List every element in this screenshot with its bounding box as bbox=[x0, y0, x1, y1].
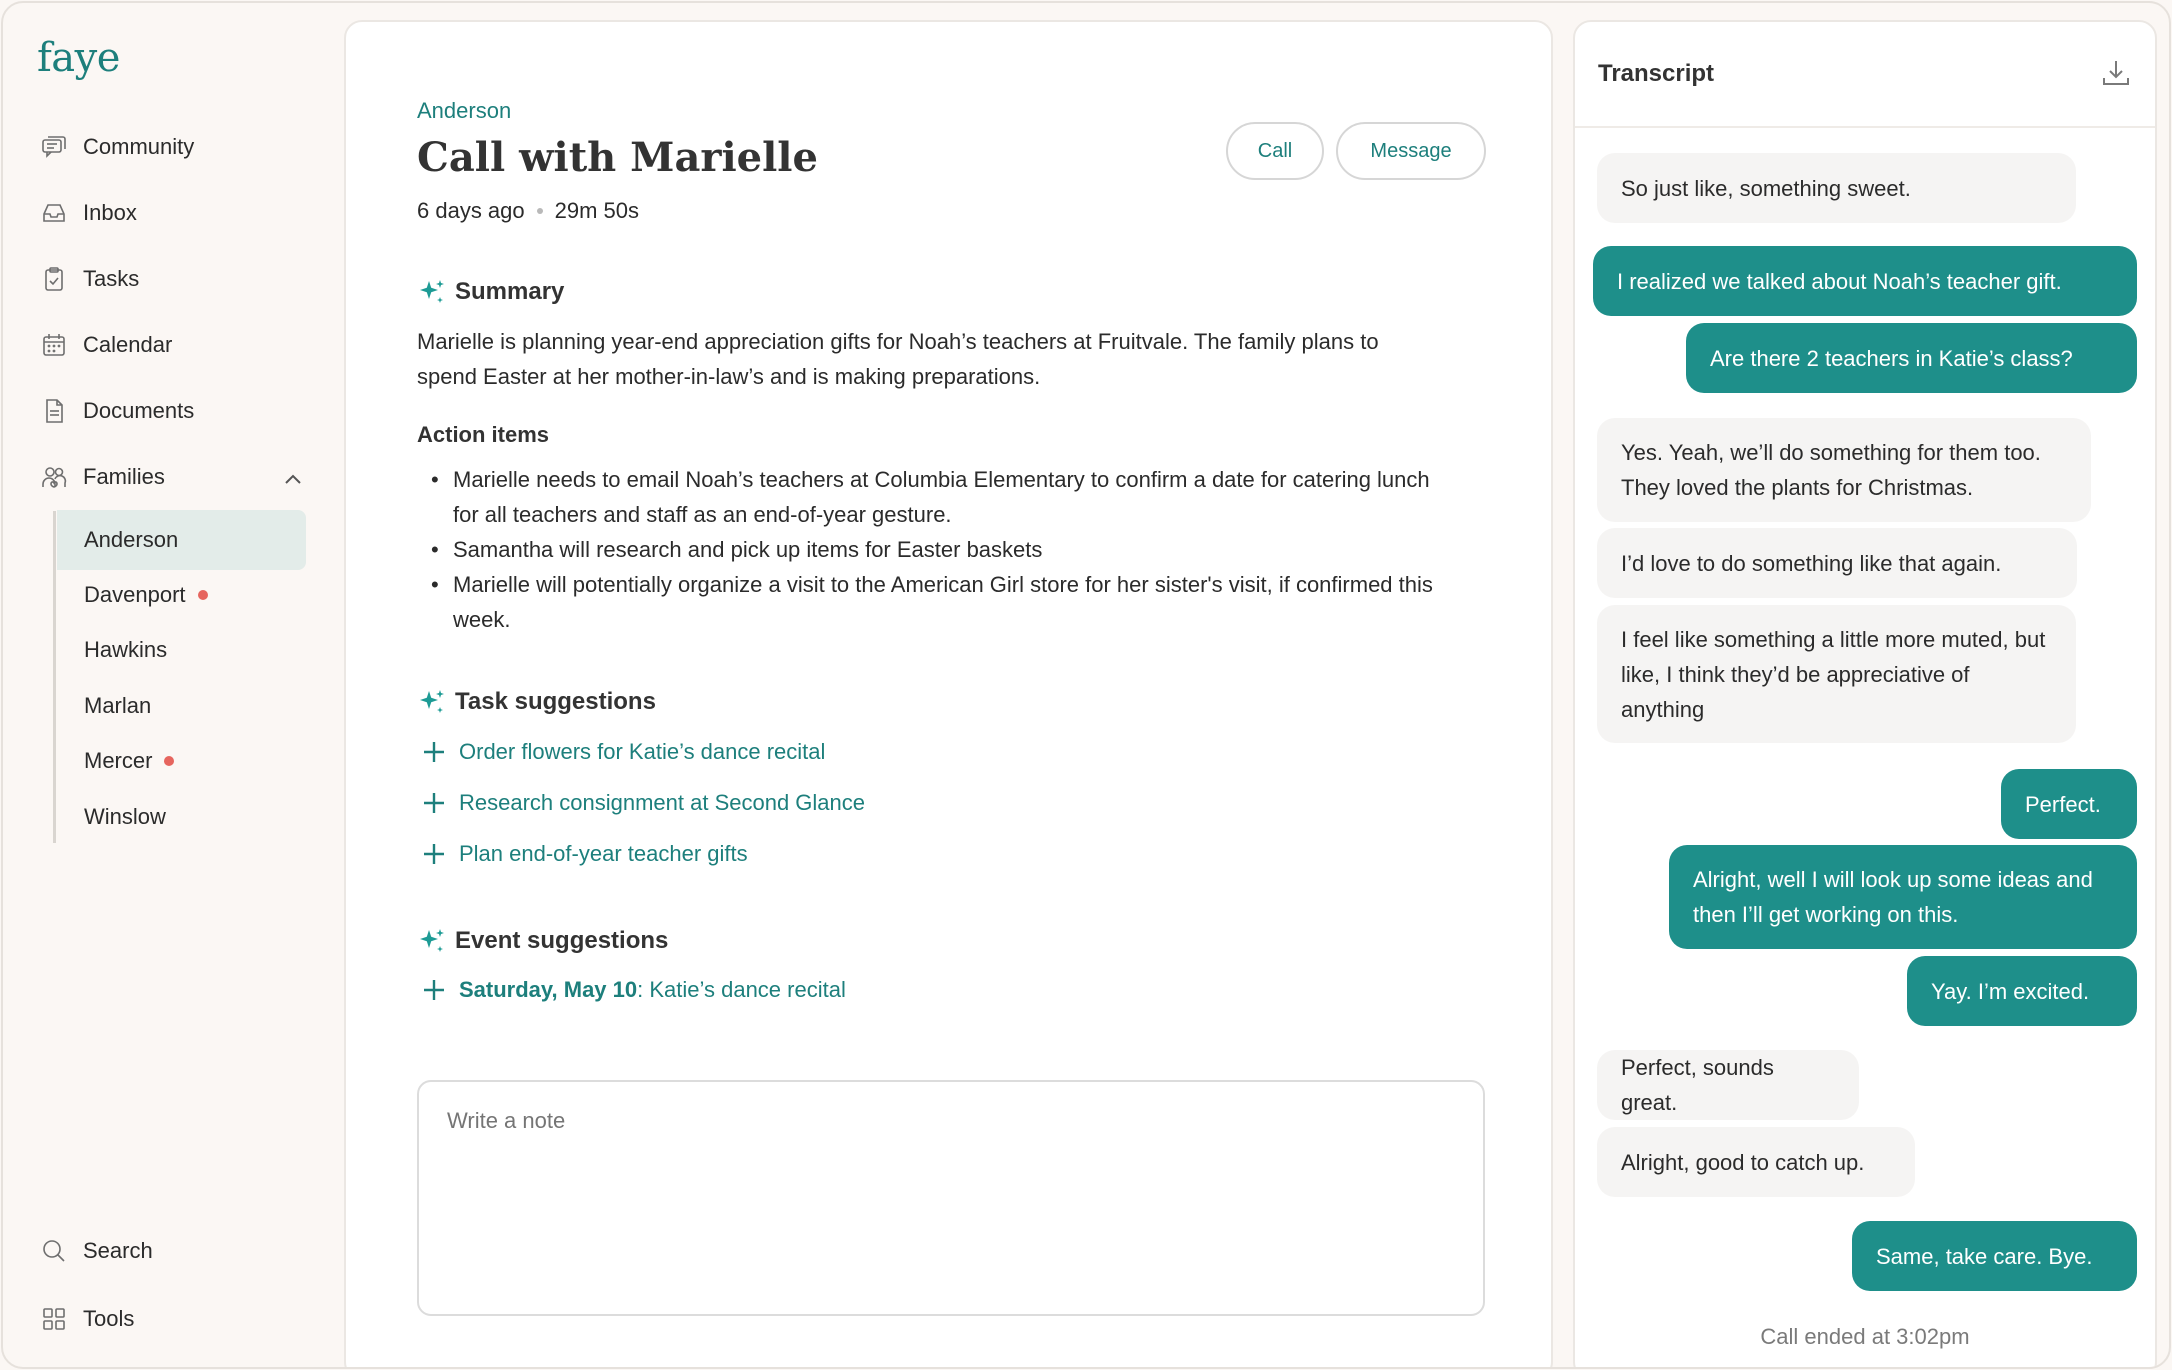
summary-heading bbox=[417, 277, 564, 307]
family-breadcrumb[interactable]: Anderson bbox=[417, 98, 512, 123]
task-suggestion[interactable] bbox=[421, 739, 825, 765]
sparkle-icon bbox=[417, 277, 447, 307]
message-outgoing: Yay. I’m excited. bbox=[1907, 956, 2137, 1026]
download-icon[interactable] bbox=[2099, 56, 2133, 90]
summary-text: Marielle is planning year-end appreciation gifts for Noah’s teachers at Fruitvale. The family plans to spend Easter at her mother-in-law’s and is making preparations. bbox=[417, 329, 1379, 389]
event-suggestions-label: Event suggestions bbox=[455, 927, 669, 954]
family-marlan[interactable] bbox=[57, 676, 306, 736]
calendar-icon bbox=[39, 330, 69, 360]
nav-tasks[interactable] bbox=[39, 257, 139, 301]
action-item: • Marielle will potentially organize a visit to the American Girl store for her sister's visit, if confirmed this week. bbox=[417, 567, 1447, 637]
task-suggestion[interactable] bbox=[421, 790, 865, 816]
alert-dot bbox=[164, 756, 174, 766]
nav-community[interactable] bbox=[39, 125, 194, 169]
event-title: : Katie’s dance recital bbox=[637, 977, 846, 1002]
task-suggestions-label: Task suggestions bbox=[455, 688, 656, 715]
nav-search[interactable] bbox=[39, 1229, 153, 1273]
nav-calendar[interactable] bbox=[39, 323, 172, 367]
task-suggestion-label: Research consignment at Second Glance bbox=[459, 790, 866, 815]
search-icon bbox=[39, 1236, 69, 1266]
message-incoming: Yes. Yeah, we’ll do something for them too. They loved the plants for Christmas. bbox=[1597, 418, 2091, 522]
nav-label: Families bbox=[83, 464, 165, 489]
people-icon bbox=[39, 462, 69, 492]
transcript-header bbox=[1575, 22, 2155, 128]
grid-icon bbox=[39, 1304, 69, 1334]
task-suggestion-label: Plan end-of-year teacher gifts bbox=[459, 841, 748, 866]
document-icon bbox=[39, 396, 69, 426]
transcript-title: Transcript bbox=[1598, 60, 1715, 87]
event-suggestions-heading bbox=[417, 926, 668, 956]
action-item: • Marielle needs to email Noah’s teachers at Columbia Elementary to confirm a date for catering lunch for all teachers and staff as an end-of-year gesture. bbox=[417, 462, 1447, 532]
message-outgoing: Same, take care. Bye. bbox=[1852, 1221, 2137, 1291]
family-label: Mercer bbox=[84, 748, 153, 773]
plus-icon bbox=[421, 739, 447, 765]
family-label: Hawkins bbox=[84, 637, 168, 662]
family-label: Anderson bbox=[84, 527, 179, 552]
page-title: Call with Marielle bbox=[417, 134, 818, 181]
nav-inbox[interactable] bbox=[39, 191, 137, 235]
message-button[interactable]: Message bbox=[1336, 122, 1486, 180]
nav-families[interactable] bbox=[39, 455, 165, 499]
sparkle-icon bbox=[417, 926, 447, 956]
call-time-ago: 6 days ago bbox=[417, 198, 525, 223]
message-outgoing: Perfect. bbox=[2001, 769, 2137, 839]
action-items-list bbox=[417, 462, 1447, 637]
message-incoming: Alright, good to catch up. bbox=[1597, 1127, 1915, 1197]
family-label: Davenport bbox=[84, 582, 186, 607]
family-label: Winslow bbox=[84, 804, 166, 829]
alert-dot bbox=[198, 590, 208, 600]
family-label: Marlan bbox=[84, 693, 152, 718]
task-suggestion[interactable] bbox=[421, 841, 748, 867]
call-duration: 29m 50s bbox=[554, 198, 640, 223]
nav-label: Community bbox=[83, 134, 195, 159]
task-suggestions-heading bbox=[417, 687, 656, 717]
nav-label: Search bbox=[83, 1238, 153, 1263]
nav-label: Tasks bbox=[83, 266, 140, 291]
meta-separator bbox=[537, 208, 543, 214]
call-button[interactable]: Call bbox=[1226, 122, 1324, 180]
sparkle-icon bbox=[417, 687, 447, 717]
event-suggestion[interactable] bbox=[421, 977, 846, 1003]
message-incoming: I feel like something a little more muted, but like, I think they’d be appreciative of anything bbox=[1597, 605, 2076, 743]
family-hawkins[interactable] bbox=[57, 620, 306, 680]
families-rail bbox=[53, 511, 56, 843]
action-items-heading: Action items bbox=[417, 422, 550, 447]
event-date: Saturday, May 10 bbox=[459, 977, 638, 1002]
clipboard-check-icon bbox=[39, 264, 69, 294]
call-meta bbox=[417, 198, 639, 224]
app-window bbox=[1, 1, 2171, 1369]
plus-icon bbox=[421, 841, 447, 867]
note-input[interactable] bbox=[417, 1080, 1485, 1316]
app-logo[interactable]: faye bbox=[37, 35, 120, 81]
call-ended-status: Call ended at 3:02pm bbox=[1760, 1324, 1970, 1349]
nav-tools[interactable] bbox=[39, 1297, 134, 1341]
nav-label: Inbox bbox=[83, 200, 137, 225]
nav-documents[interactable] bbox=[39, 389, 194, 433]
inbox-tray-icon bbox=[39, 198, 69, 228]
sidebar bbox=[3, 3, 343, 1367]
chat-bubbles-icon bbox=[39, 132, 69, 162]
plus-icon bbox=[421, 790, 447, 816]
message-outgoing: Are there 2 teachers in Katie’s class? bbox=[1686, 323, 2137, 393]
task-suggestion-label: Order flowers for Katie’s dance recital bbox=[459, 739, 826, 764]
nav-label: Documents bbox=[83, 398, 195, 423]
plus-icon bbox=[421, 977, 447, 1003]
message-outgoing: I realized we talked about Noah’s teacher gift. bbox=[1593, 246, 2137, 316]
chevron-up-icon[interactable] bbox=[279, 465, 307, 493]
family-davenport[interactable] bbox=[57, 565, 306, 625]
nav-label: Calendar bbox=[83, 332, 173, 357]
summary-heading-label: Summary bbox=[455, 278, 565, 305]
family-winslow[interactable] bbox=[57, 787, 306, 847]
message-incoming: So just like, something sweet. bbox=[1597, 153, 2076, 223]
call-detail-panel bbox=[344, 20, 1553, 1369]
family-mercer[interactable] bbox=[57, 731, 306, 791]
transcript-panel bbox=[1573, 20, 2157, 1369]
message-incoming: I’d love to do something like that again. bbox=[1597, 528, 2077, 598]
nav-label: Tools bbox=[83, 1306, 135, 1331]
message-outgoing: Alright, well I will look up some ideas and then I’ll get working on this. bbox=[1669, 845, 2137, 949]
action-item: • Samantha will research and pick up items for Easter baskets bbox=[417, 532, 1447, 567]
message-incoming: Perfect, sounds great. bbox=[1597, 1050, 1859, 1120]
family-anderson[interactable] bbox=[57, 510, 306, 570]
